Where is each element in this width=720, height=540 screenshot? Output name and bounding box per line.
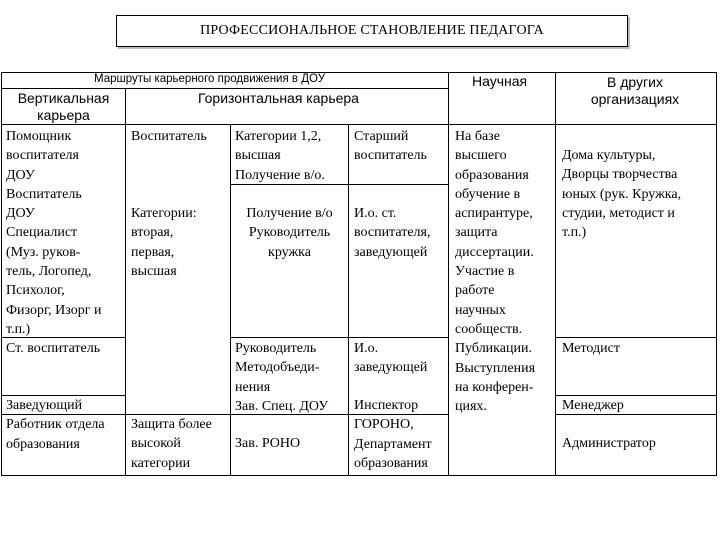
cell-line: Методобъеди-	[235, 360, 320, 376]
routes-header: Маршруты карьерного продвижения в ДОУ	[94, 73, 325, 85]
cell-line: воспитатель	[354, 148, 427, 164]
cell-line: категории	[131, 455, 191, 471]
other-org-header	[555, 74, 715, 108]
other-org-cell	[562, 339, 620, 358]
vertical-header-line-1: Вертикальная	[17, 90, 110, 106]
horizontal-career-header: Горизонтальная карьера	[198, 90, 359, 106]
cell-line: Помощник	[6, 129, 72, 144]
cell-line: Работник отдела	[6, 417, 105, 433]
cell-line: высокой	[131, 436, 181, 452]
row-divider	[1, 124, 716, 125]
cell-line: заведующей	[354, 360, 428, 376]
cell-line: первая,	[131, 244, 175, 260]
cell-line: воспитателя,	[354, 225, 431, 241]
horizontal-cell	[231, 204, 348, 262]
cell-line: работе	[455, 283, 495, 299]
cell-line: ДОУ	[6, 206, 35, 222]
horizontal-cell	[354, 396, 432, 473]
cell-line: Физорг, Изорг и	[6, 302, 102, 318]
col-divider	[230, 124, 231, 475]
cell-line: Специалист	[6, 225, 78, 241]
horizontal-cell	[131, 415, 212, 473]
col-divider	[348, 124, 349, 475]
cell-line: воспитателя	[6, 148, 79, 164]
cell-line: заведующей	[354, 244, 428, 260]
cell-line: Воспитатель	[131, 129, 207, 144]
cell-line: обучение в	[455, 186, 521, 202]
vertical-header-line-2: карьера	[37, 107, 90, 123]
cell-line: высшего	[455, 148, 507, 164]
cell-line: Методист	[562, 341, 620, 356]
cell-line: высшая	[131, 263, 177, 279]
cell-line: И.о.	[354, 341, 379, 356]
cell-line: Публикации.	[455, 341, 532, 357]
col-divider	[448, 72, 449, 475]
cell-line: Администратор	[562, 436, 656, 451]
cell-line: Категории 1,2,	[235, 129, 322, 144]
row-divider	[555, 337, 716, 338]
cell-line: сообществ.	[455, 321, 523, 337]
cell-line: Департамент	[354, 436, 432, 452]
cell-line: высшая	[235, 148, 281, 164]
cell-line: И.о. ст.	[354, 206, 397, 221]
col-divider	[125, 88, 126, 475]
vertical-cell	[6, 396, 105, 454]
cell-line: т.п.)	[6, 321, 31, 337]
horizontal-cell	[131, 127, 207, 146]
cell-line: На базе	[455, 129, 500, 144]
cell-line: тель, Логопед,	[6, 264, 92, 280]
scientific-header: Научная	[472, 73, 528, 89]
cell-line: циях.	[455, 399, 487, 415]
horizontal-cell	[131, 204, 197, 281]
cell-line: Зав. РОНО	[235, 436, 301, 451]
other-header-line-1: В других	[607, 74, 663, 90]
cell-line: Руководитель	[235, 341, 317, 356]
cell-line: Зав. Спец. ДОУ	[235, 398, 329, 414]
horizontal-cell	[354, 127, 427, 166]
cell-line: вторая,	[131, 225, 174, 241]
cell-line: Инспектор	[354, 398, 419, 413]
cell-line: образования	[455, 167, 529, 183]
cell-line: Категории:	[131, 206, 197, 221]
cell-line: Дворцы творчества	[562, 167, 678, 183]
cell-line: ДОУ	[6, 167, 35, 183]
cell-line: кружка	[268, 244, 311, 260]
other-header-line-2: организациях	[590, 91, 680, 107]
cell-line: юных (рук. Кружка,	[562, 186, 682, 202]
cell-line: (Муз. руков-	[6, 244, 81, 260]
cell-line: научных	[455, 302, 506, 318]
cell-line: на конферен-	[455, 379, 534, 395]
horizontal-cell	[354, 204, 430, 262]
cell-line: Получение в/о.	[235, 167, 325, 183]
other-org-cell	[562, 146, 681, 242]
cell-line: Ст. воспитатель	[6, 341, 101, 357]
cell-line: аспирантуре,	[455, 206, 533, 222]
horizontal-cell	[235, 434, 300, 453]
cell-line: студии, методист и	[562, 205, 675, 221]
cell-line: Защита более	[131, 417, 212, 432]
cell-line: Руководитель	[248, 225, 331, 241]
cell-line: Участие в	[455, 264, 515, 280]
horizontal-cell	[235, 127, 325, 185]
other-org-cell	[562, 434, 656, 453]
cell-line: Старший	[354, 129, 409, 144]
scientific-cell	[455, 127, 535, 416]
cell-line: нения	[235, 379, 271, 395]
horizontal-cell	[235, 339, 328, 416]
cell-line: Дома культуры,	[562, 148, 656, 163]
cell-line: ГОРОНО,	[354, 417, 414, 433]
page-title: ПРОФЕССИОНАЛЬНОЕ СТАНОВЛЕНИЕ ПЕДАГОГА	[116, 15, 628, 47]
cell-line: образования	[6, 436, 80, 452]
other-org-cell	[562, 396, 624, 415]
cell-line: диссертации.	[455, 244, 534, 260]
cell-line: Заведующий	[6, 398, 83, 413]
cell-line: образования	[354, 455, 428, 471]
cell-line: Выступления	[455, 360, 536, 376]
cell-line: т.п.)	[562, 225, 587, 241]
cell-line: Воспитатель	[6, 186, 82, 202]
cell-line: Психолог,	[6, 283, 65, 299]
cell-line: Получение в/о	[246, 206, 333, 221]
vertical-career-header	[2, 90, 125, 124]
row-divider	[230, 337, 448, 338]
horizontal-cell	[354, 339, 427, 378]
vertical-cell	[6, 127, 101, 359]
cell-line: защита	[455, 225, 498, 241]
cell-line: Менеджер	[562, 398, 624, 413]
